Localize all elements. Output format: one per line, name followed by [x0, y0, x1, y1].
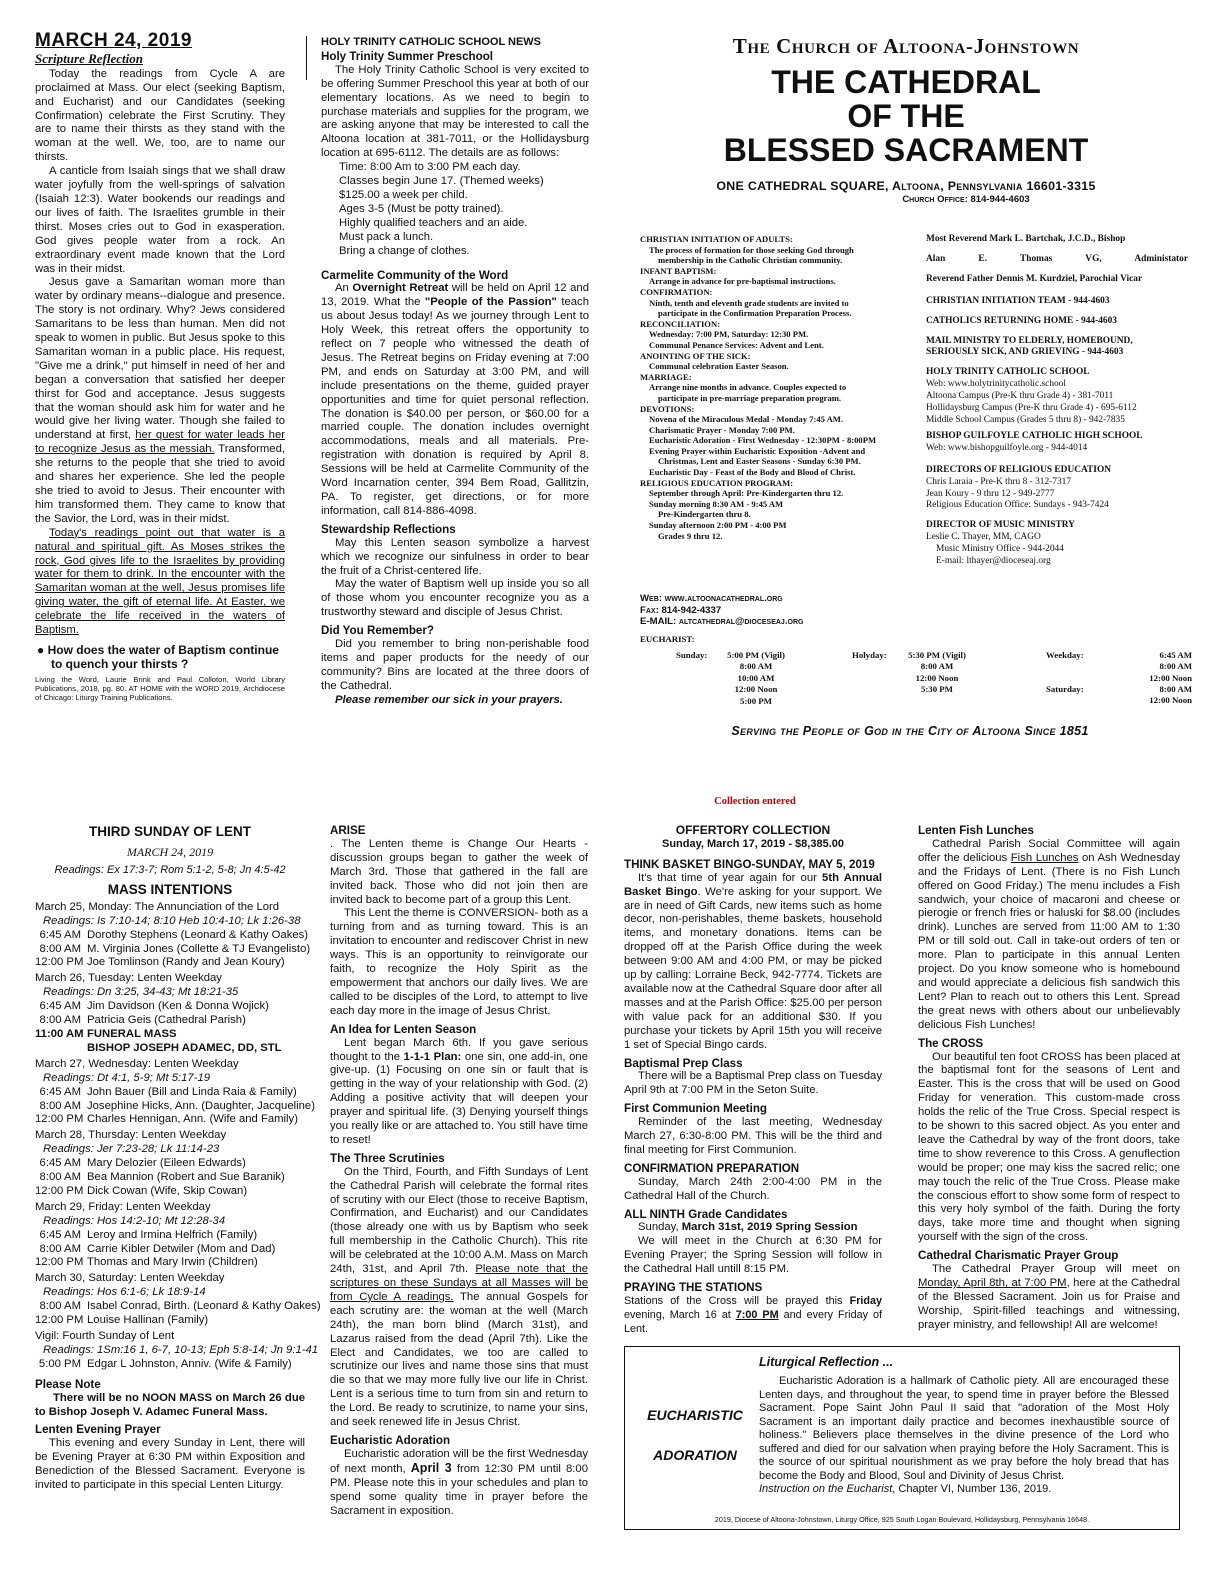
staff-directory-line: Altoona Campus (Pre-K thru Grade 4) - 381-7011: [926, 391, 1114, 402]
eucharist-label: EUCHARIST:: [640, 634, 695, 644]
sacrament-info-line: Eucharistic Day - Feast of the Body and Blood of Christ.: [649, 467, 856, 478]
sacrament-info-line: Pre-Kindergarten thru 8.: [658, 509, 751, 520]
sacrament-info-line: The process of formation for those seeking God through: [649, 244, 854, 255]
sacrament-info-line: Wednesday: 7:00 PM, Saturday: 12:30 PM.: [649, 329, 809, 340]
sunday-times: 5:00 PM (Vigil) 8:00 AM 10:00 AM 12:00 Noon 5:00 PM: [727, 650, 785, 706]
sunday-readings: Readings: Ex 17:3-7; Rom 5:1-2, 5-8; Jn 4:5-42: [54, 863, 286, 876]
detail-item: Time: 8:00 Am to 3:00 PM each day.: [339, 161, 521, 174]
baptismal-prep-heading: Baptismal Prep Class: [624, 1056, 743, 1070]
evening-prayer-heading: Lenten Evening Prayer: [35, 1423, 161, 1437]
intention-readings: Readings: Jer 7:23-28; Lk 11:14-23: [43, 1143, 220, 1156]
intention-row: 8:00 AM Patricia Geis (Cathedral Parish): [39, 1014, 246, 1027]
lenten-idea-heading: An Idea for Lenten Season: [330, 1022, 477, 1036]
staff-directory-line: Chris Laraia - Pre-K thru 8 - 312-7317: [926, 476, 1072, 487]
offertory-column: [624, 824, 882, 1337]
reflection-paragraph: Jesus gave a Samaritan woman more than water by ordinary means--dialogue and presence. The story is not ordinary. Why? Jews considered Samaritans to be less than human. Men did not speak to women in public. But Jesus spoke to this Samaritan woman in a public place. His request, "Give me a drink," put himself in need of her and began a conversation that satisfied her deeper thirst for God and acceptance. Jesus suggests that the woman should ask him for water and he would give her living water. Though she failed to understand at first, her quest for water leads her to recognize Jesus as the messiah. Transformed, she returns to the people that she tried to avoid and shares her experience. She led the people she tried to avoid to Jesus. Their encounter with him transformed them. They came to know that the Savior, the Lord, was in their midst.: [35, 276, 285, 525]
funeral-mass-name: BISHOP JOSEPH ADAMEC, DD, STL: [87, 1041, 282, 1054]
intention-readings: Readings: Dn 3:25, 34-43; Mt 18:21-35: [43, 986, 239, 999]
staff-directory: [926, 234, 1188, 568]
mass-intentions-title: MASS INTENTIONS: [107, 881, 233, 897]
sacrament-info-line: Ninth, tenth and eleventh grade students are invited to: [649, 297, 849, 308]
intention-row: 12:00 PM Thomas and Mary Irwin (Children): [35, 1256, 258, 1269]
staff-directory-line: SERIOUSLY SICK, AND GRIEVING - 944-4603: [926, 347, 1124, 358]
staff-directory-line: Reverend Father Dennis M. Kurdziel, Parochial Vicar: [926, 273, 1143, 284]
liturgical-reflection-title: Liturgical Reflection ...: [759, 1355, 894, 1369]
staff-directory-line: Web: www.holytrinitycatholic.school: [926, 379, 1067, 390]
cathedral-name-line2: OF THE: [847, 98, 965, 134]
staff-directory-line: Music Ministry Office - 944-2044: [936, 544, 1064, 555]
eucharistic-label: EUCHARISTIC: [647, 1407, 743, 1423]
intention-day-heading: March 26, Tuesday: Lenten Weekday: [35, 972, 222, 985]
bingo-heading: THINK BASKET BINGO-SUNDAY, MAY 5, 2019: [624, 857, 875, 871]
staff-directory-line: DIRECTORS OF RELIGIOUS EDUCATION: [926, 464, 1112, 475]
reflection-question: ● How does the water of Baptism continue to quench your thirsts ?: [37, 642, 279, 671]
ninth-grade-heading: ALL NINTH Grade Candidates: [624, 1207, 788, 1221]
weekday-label: Weekday:: [1046, 650, 1084, 660]
intention-row: 8:00 AM M. Virginia Jones (Collette & TJ Evangelisto): [39, 942, 311, 955]
sacrament-info-line: RELIGIOUS EDUCATION PROGRAM:: [640, 477, 794, 488]
confirmation-paragraph: Sunday, March 24th 2:00-4:00 PM in the Cathedral Hall of the Church.: [624, 1175, 882, 1202]
sacrament-info-line: Arrange in advance for pre-baptismal instructions.: [649, 276, 836, 287]
sacrament-info-line: Christmas, Lent and Easter Seasons - Sunday 6:30 PM.: [658, 456, 861, 467]
intention-row: 6:45 AM Jim Davidson (Ken & Donna Wojick): [39, 1000, 269, 1013]
saturday-times: 8:00 AM 12:00 Noon: [1149, 684, 1192, 706]
cathedral-name-line1: THE CATHEDRAL: [771, 64, 1041, 100]
liturgical-reflection-footer: 2019, Diocese of Altoona-Johnstown, Liturgy Office, 925 South Logan Boulevard, Hollidaysburg, Pennsylvania 16648.: [714, 1515, 1090, 1524]
scripture-reflection-column: [35, 30, 285, 702]
arise-paragraph: . The Lenten theme is Change Our Hearts - discussion groups began to gather the week of March 3rd. Those that gathered in the fall are invited back. Those who did not join then are invited back to become part of a group this Lent.: [330, 837, 588, 906]
intention-row: 5:00 PM Edgar L Johnston, Anniv. (Wife & Family): [38, 1357, 292, 1370]
first-communion-paragraph: Reminder of the last meeting, Wednesday March 27, 6:30-8:00 PM. This will be the third and final meeting for First Communion.: [624, 1116, 882, 1156]
detail-item: Classes begin June 17. (Themed weeks): [339, 175, 544, 188]
intention-day-heading: March 30, Saturday: Lenten Weekday: [35, 1272, 225, 1285]
lenten-idea-paragraph: Lent began March 6th. If you gave serious thought to the 1-1-1 Plan: one sin, one add-in, one give-up. (1) Focusing on one sin or fault that is getting in the way of your relationship with God. (2) Adding a positive activity that will deepen your prayer and spiritual life. (3) Denying yourself things you really like or are attached to. You still have time to reset!: [330, 1036, 588, 1146]
staff-directory-line: Most Reverend Mark L. Bartchak, J.C.D., Bishop: [926, 234, 1126, 244]
staff-directory-line: CHRISTIAN INITIATION TEAM - 944-4603: [926, 295, 1110, 306]
address: ONE CATHEDRAL SQUARE, Altoona, Pennsylvania 16601-3315: [716, 179, 1096, 193]
scrutinies-heading: The Three Scrutinies: [330, 1151, 445, 1165]
sacrament-info-line: RECONCILIATION:: [640, 318, 721, 329]
cathedral-name-line3: BLESSED SACRAMENT: [723, 132, 1089, 168]
intention-readings: Readings: Hos 6:1-6; Lk 18:9-14: [43, 1286, 206, 1299]
sacrament-info-line: MARRIAGE:: [640, 371, 692, 382]
intention-readings: Readings: 1Sm:16 1, 6-7, 10-13; Eph 5:8-14; Jn 9:1-41: [43, 1343, 319, 1356]
intention-row: 6:45 AM Leroy and Irmina Helfrich (Family): [39, 1228, 258, 1241]
staff-directory-line: Religious Education Office: Sundays - 943-7424: [926, 500, 1109, 511]
reflection-paragraph: A canticle from Isaiah sings that we shall draw water joyfully from the well-springs of salvation (Isaiah 12:3). Water bookends our readings and our lives of faith. The Israelites grumble in their thirst. Moses cries out to God in exasperation. God gives people water from a rock. An extraordinary event made known that the Lord was in their midst.: [35, 165, 285, 275]
sacrament-info-line: membership in the Catholic Christian community.: [658, 255, 843, 266]
sacrament-info-line: Communal Penance Services: Advent and Lent.: [649, 339, 824, 350]
stations-paragraph: Stations of the Cross will be prayed this Friday evening, March 16 at 7:00 PM and every Friday of Lent.: [624, 1295, 882, 1335]
adoration-label: ADORATION: [653, 1447, 737, 1463]
intention-readings: Readings: Dt 4:1, 5-9; Mt 5:17-19: [43, 1071, 211, 1084]
arise-paragraph: This Lent the theme is CONVERSION- both as a turning from and as turning toward. This is an invitation to encounter and rediscover Christ in new ways. This is an opportunity to reinvigorate our faith, to recognize the Holy Spirit as the empowerment that anchors our daily lives. We are called to be disciples of the Lord, to attempt to live each day more in the image of Jesus Christ.: [330, 907, 588, 1017]
holyday-times: 5:30 PM (Vigil) 8:00 AM 12:00 Noon 5:30 PM: [908, 650, 966, 695]
intention-day-heading: March 27, Wednesday: Lenten Weekday: [35, 1057, 239, 1070]
sacrament-info-line: September through April: Pre-Kindergarten thru 12.: [649, 488, 844, 499]
offertory-amount: Sunday, March 17, 2019 - $8,385.00: [661, 837, 844, 850]
detail-item: Must pack a lunch.: [339, 230, 434, 243]
cross-paragraph: Our beautiful ten foot CROSS has been placed at the baptismal font for the seasons of Lent and Easter. This is the cross that will be used on Good Friday for veneration. This custom-made cross holds the relic of the True Cross. Special respect is to be shown to this sacred object. As you enter and leave the Cathedral by way of the front doors, take time to show reverence to this Cross. A genuflection would be proper; one may kiss the sacred relic; one may touch the relic of the True Cross. Please make the conscious effort to show some form of respect to this very holy symbol of the faith. During the forty days, take more time and thought when signing yourself with the sign of the cross.: [918, 1050, 1180, 1244]
scrutinies-paragraph: On the Third, Fourth, and Fifth Sundays of Lent the Cathedral Parish will celebrate the formal rites of scrutiny with our Elect (those to receive Baptism, Confirmation, and Eucharist) and our Candidates (those already one with us by Baptism who seek full membership in the Catholic Church). This rite will be celebrated at the 10:00 A.M. Mass on March 24th, 31st, and April 7th. Please note that the scriptures on these Sundays at all Masses will be from Cycle A readings. The annual Gospels for each scrutiny are: the woman at the well (March 24th), the man born blind (March 31st), and Lazarus raised from the dead (April 7th). Like the Elect and Candidates, we too are called to scrutinize our lives and name those sins that must die so that we may more fully live our life in Christ. Lent is a serious time to turn from sin and return to the Lord. Be ready to scrutinize, to name your sins, and seek renewed life in Jesus Christ.: [330, 1165, 588, 1429]
adoration-paragraph: Eucharistic adoration will be the first Wednesday of next month, April 3 from 12:30 PM until 8:00 PM. Please note this in your schedules and plan to spend some quality time in prayer before the Sacrament in exposition.: [330, 1447, 588, 1517]
column-divider: [306, 36, 307, 80]
church-office: Church Office: 814-944-4603: [902, 194, 1030, 205]
detail-item: Ages 3-5 (Must be potty trained).: [339, 202, 504, 215]
intention-row: 12:00 PM Charles Hennigan, Ann. (Wife and Family): [35, 1113, 298, 1126]
detail-item: $125.00 a week per child.: [339, 188, 468, 201]
staff-directory-line: Leslie C. Thayer, MM, CAGO: [926, 532, 1041, 543]
sunday-label: Sunday:: [676, 650, 708, 660]
detail-item: Highly qualified teachers and an aide.: [339, 216, 528, 229]
website-link[interactable]: Web: www.altoonacathedral.org: [640, 593, 783, 604]
ninth-grade-paragraph: Sunday, March 31st, 2019 Spring Session: [638, 1221, 858, 1234]
funeral-mass-row: 11:00 AM FUNERAL MASS: [35, 1027, 177, 1040]
intention-row: 12:00 PM Louise Hallinan (Family): [35, 1314, 209, 1327]
intention-day-heading: March 29, Friday: Lenten Weekday: [35, 1200, 211, 1213]
preschool-details: [321, 161, 589, 258]
sacrament-info-line: DEVOTIONS:: [640, 403, 695, 414]
eucharist-schedule: [640, 634, 1192, 714]
evening-prayer-text: This evening and every Sunday in Lent, there will be Evening Prayer at 6:30 PM within Exposition and Benediction of the Blessed Sacrament. Everyone is invited to participate in this special Lenten Liturgy.: [35, 1437, 305, 1492]
confirmation-heading: CONFIRMATION PREPARATION: [624, 1161, 800, 1175]
fish-lunch-heading: Lenten Fish Lunches: [918, 824, 1034, 837]
intention-day-heading: March 25, Monday: The Annunciation of the Lord: [35, 900, 280, 913]
offertory-heading: OFFERTORY COLLECTION: [675, 823, 831, 837]
sacrament-info-line: INFANT BAPTISM:: [640, 265, 717, 276]
please-note-heading: Please Note: [35, 1377, 101, 1391]
web-contacts: [640, 593, 920, 628]
liturgical-reflection-text: Eucharistic Adoration is a hallmark of Catholic piety. All are encouraged these Lenten days, and throughout the year, to spend time in prayer before the Blessed Sacrament. Pope Saint John Paul II said that "adoration of the Most Holy Sacrament is an important daily practice and becomes inexhaustible source of holiness." Believers place themselves in the divine presence of the Lord who suffered and died for our salvation when praying before the Holy Sacrament. This is the source of our spiritual nourishment as we pray before the holy bread that has become the Body and Blood, Soul and Divinity of Jesus Christ. Instruction on the Eucharist, Chapter VI, Number 136, 2019.: [759, 1375, 1169, 1495]
prayer-group-paragraph: The Cathedral Prayer Group will meet on Monday, April 8th, at 7:00 PM, here at the Cathedral of the Blessed Sacrament. Join us for Praise and Worship, Spirit-filled teachings and witnessing, prayer ministry, and fellowship! All are welcome!: [918, 1263, 1180, 1331]
reflection-citation: Living the Word, Laurie Brink and Paul Colloton, World Library Publications, 2018, pg. 80. AT HOME with the WORD 2019, Archdiocese of Chicago: Liturgy Training Publications.: [35, 674, 285, 702]
intention-readings: Readings: Is 7:10-14; 8:10 Heb 10:4-10; Lk 1:26-38: [43, 914, 301, 927]
staff-directory-line: Jean Koury - 9 thru 12 - 949-2777: [926, 488, 1055, 499]
baptismal-prep-paragraph: There will be a Baptismal Prep class on Tuesday April 9th at 7:00 PM in the Seton Suite.: [624, 1070, 882, 1097]
intentions-list: [35, 900, 321, 1372]
sacrament-info-line: CHRISTIAN INITIATION OF ADULTS:: [640, 234, 793, 244]
sacrament-info-line: Eucharistic Adoration - First Wednesday - 12:30PM - 8:00PM: [649, 435, 877, 446]
intention-row: 12:00 PM Dick Cowan (Wife, Skip Cowan): [35, 1184, 248, 1197]
sacrament-info-line: Novena of the Miraculous Medal - Monday 7:45 AM.: [649, 414, 844, 425]
intention-day-heading: March 28, Thursday: Lenten Weekday: [35, 1129, 227, 1142]
bingo-paragraph: It's that time of year again for our 5th Annual Basket Bingo. We're asking for your support. We are in need of Gift Cards, new items such as home decor, non-perishables, theme baskets, household items, and monetary donations. Items can be dropped off at the Parish Office during the week between 9:00 AM and 4:00 PM, or may be picked up by calling: Lorraine Beck, 942-7774. Tickets are available now at the Cathedral Square door after all masses and at the Parish Office: $25.00 per person with value pack for an additional $30. If you purchase your tickets by April 15th you will receive 1 set of Special Bingo cards.: [624, 871, 882, 1051]
sacraments-info: [640, 234, 920, 541]
intention-row: 12:00 PM Joe Tomlinson (Randy and Jean Koury): [35, 956, 285, 969]
saturday-label: Saturday:: [1046, 684, 1084, 694]
holyday-label: Holyday:: [852, 650, 887, 660]
diocese-name: The Church of Altoona-Johnstown: [732, 34, 1080, 58]
reflection-paragraph: Today the readings from Cycle A are proclaimed at Mass. Our elect (seeking Baptism, and Eucharist) and our Candidates (seeking Confirmation) celebrate the First Scrutiny. They are to name their thirsts as they stand with the woman at the well. We, too, are to name our thirsts.: [35, 67, 285, 164]
stewardship-paragraph: May the water of Baptism well up inside you so all of those whom you encounter recognize you as a trustworthy steward and disciple of Jesus Christ.: [321, 578, 589, 619]
sacrament-info-line: participate in the Confirmation Preparation Process.: [658, 308, 852, 319]
cross-heading: The CROSS: [918, 1036, 984, 1050]
intention-row: 8:00 AM Josephine Hicks, Ann. (Daughter, Jacqueline): [39, 1099, 315, 1112]
school-news-column: [321, 36, 589, 708]
reflection-paragraph: Today's readings point out that water is a natural and spiritual gift. As Moses strikes the rock, God gives life to the Israelites by providing water for them to drink. In the encounter with the Samaritan woman at the well, Jesus promises life giving water, the gift of eternal life. At Easter, we celebrate the life received in the waters of Baptism.: [35, 526, 285, 637]
intention-readings: Readings: Hos 14:2-10; Mt 12:28-34: [43, 1214, 226, 1227]
fish-lunches-column: [918, 824, 1180, 1333]
arise-column: [330, 824, 588, 1518]
sunday-date: MARCH 24, 2019: [126, 845, 214, 859]
email-link[interactable]: E-MAIL: altcathedral@dioceseaj.org: [640, 616, 804, 627]
fax-number: Fax: 814-942-4337: [640, 604, 722, 616]
remember-paragraph: Did you remember to bring non-perishable food items and paper products for the needy of our community? Bins are located at the three doors of the Cathedral.: [321, 638, 589, 692]
reflection-title: Scripture Reflection: [35, 50, 143, 66]
first-communion-heading: First Communion Meeting: [624, 1102, 767, 1116]
school-news-title: HOLY TRINITY CATHOLIC SCHOOL NEWS: [321, 36, 542, 48]
staff-directory-line: Alan E. Thomas VG, Administator: [926, 253, 1188, 264]
staff-directory-line: E-mail: lthayer@dioceseaj.org: [936, 556, 1051, 567]
intention-row: 8:00 AM Bea Mannion (Robert and Sue Baranik): [39, 1171, 285, 1184]
liturgical-reflection-box: [624, 1346, 1180, 1530]
staff-directory-line: Web: www.bishopguilfoyle.org - 944-4014: [926, 442, 1088, 453]
sacrament-info-line: Evening Prayer within Eucharistic Exposition -Advent and: [649, 445, 866, 456]
prayer-group-heading: Cathedral Charismatic Prayer Group: [918, 1249, 1119, 1263]
sacrament-info-line: Grades 9 thru 12.: [658, 530, 723, 541]
sacrament-info-line: Sunday afternoon 2:00 PM - 4:00 PM: [649, 520, 787, 531]
bulletin-date: MARCH 24, 2019: [35, 30, 192, 51]
intention-row: 6:45 AM John Bauer (Bill and Linda Raia & Family): [39, 1085, 297, 1098]
preschool-paragraph: The Holy Trinity Catholic School is very excited to be offering Summer Preschool this year at both of our elementary locations. As we need to begin to purchase materials and supplies for the program, we are asking anyone that may be interested to call the Altoona location at 381-7011, or the Hollidaysburg location at 695-6112. The details are as follows:: [321, 63, 589, 160]
sick-prayer-note: Please remember our sick in your prayers.: [335, 693, 563, 706]
weekday-times: 6:45 AM 8:00 AM 12:00 Noon: [1149, 650, 1192, 683]
staff-directory-line: Hollidaysburg Campus (Pre-K thru Grade 4) - 695-6112: [926, 403, 1137, 414]
sacrament-info-line: Arrange nine months in advance. Couples expected to: [649, 382, 847, 393]
intention-row: 6:45 AM Mary Delozier (Eileen Edwards): [39, 1157, 246, 1170]
collection-entered-note: Collection entered: [714, 796, 796, 807]
carmelite-heading: Carmelite Community of the Word: [321, 268, 509, 282]
fish-lunch-paragraph: Cathedral Parish Social Committee will again offer the delicious Fish Lunches on Ash Wednesday and the Fridays of Lent. (There is no Fish Lunch offered on Good Friday.) The menu includes a Fish sandwich, your choice of macaroni and cheese or pierogie or french fries or haluski for $8.00 (includes drink). Lunches are served from 11:00 AM to 1:30 PM or till sold out. Call in take-out orders of ten or more. Plan to participate in this annual Lenten project. Do you know someone who is homebound and would appreciate a delicious fish sandwich this Lent? Plan to reach out to others this Lent. Spread the great news with others about our unbelievably delicious Fish Lunches!: [918, 837, 1180, 1031]
stations-heading: PRAYING THE STATIONS: [624, 1281, 763, 1295]
intention-row: 8:00 AM Isabel Conrad, Birth. (Leonard & Kathy Oakes): [39, 1300, 321, 1313]
masthead: [620, 34, 1192, 205]
staff-directory-line: CATHOLICS RETURNING HOME - 944-4603: [926, 315, 1117, 326]
intention-row: 6:45 AM Dorothy Stephens (Leonard & Kathy Oakes): [39, 928, 309, 941]
serving-tagline: Serving the People of God in the City of Altoona Since 1851: [731, 724, 1089, 738]
staff-directory-line: MAIL MINISTRY TO ELDERLY, HOMEBOUND,: [926, 335, 1133, 346]
please-note-text: There will be no NOON MASS on March 26 due to Bishop Joseph V. Adamec Funeral Mass.: [35, 1391, 305, 1418]
sacrament-info-line: ANOINTING OF THE SICK:: [640, 350, 751, 361]
intention-row: 8:00 AM Carrie Kibler Detwiler (Mom and Dad): [39, 1242, 276, 1255]
staff-directory-line: Middle School Campus (Grades 5 thru 8) - 942-7835: [926, 414, 1125, 425]
ninth-grade-paragraph: We will meet in the Church at 6:30 PM for Evening Prayer; the Spring Session will follow in the Cathedral Hall untill 8:15 PM.: [624, 1235, 882, 1276]
carmelite-paragraph: An Overnight Retreat will be held on April 12 and 13, 2019. What the "People of the Passion" teach us about Jesus today! As we journey through Lent to Holy Week, this retreat offers the opportunity to reflect on 7 people who witnessed the death of Jesus. The Retreat begins on Friday evening at 7:00 PM, and ends on Saturday at 3:00 PM, and will include presentations on the theme, guided prayer opportunities and time for quiet personal reflection. The donation is $40.00 per person, or $60.00 for a married couple. The donation includes overnight accommodations, meals and all materials. Pre-registration with donation is required by April 8. Sessions will be held at Carmelite Community of the Word Incarnation center, 394 Bem Road, Gallitzin, PA. To register, get directions, or for more information, call 814-886-4098.: [321, 282, 589, 517]
detail-item: Bring a change of clothes.: [339, 244, 470, 257]
sunday-title: THIRD SUNDAY OF LENT: [88, 824, 251, 839]
remember-heading: Did You Remember?: [321, 624, 434, 638]
staff-directory-line: BISHOP GUILFOYLE CATHOLIC HIGH SCHOOL: [926, 430, 1143, 441]
staff-directory-line: DIRECTOR OF MUSIC MINISTRY: [926, 520, 1075, 531]
sacrament-info-line: Sunday morning 8:30 AM - 9:45 AM: [649, 498, 784, 509]
stewardship-paragraph: May this Lenten season symbolize a harvest which we recognize our sinfulness in order to bear the fruit of a Christ-centered life.: [321, 536, 589, 577]
stewardship-heading: Stewardship Reflections: [321, 522, 456, 536]
sacrament-info-line: CONFIRMATION:: [640, 286, 713, 297]
sacrament-info-line: Charismatic Prayer - Monday 7:00 PM.: [649, 424, 795, 435]
staff-directory-line: HOLY TRINITY CATHOLIC SCHOOL: [926, 367, 1090, 378]
sacrament-info-line: participate in pre-marriage preparation program.: [658, 392, 842, 403]
intention-day-heading: Vigil: Fourth Sunday of Lent: [35, 1330, 175, 1342]
preschool-heading: Holy Trinity Summer Preschool: [321, 49, 494, 63]
sacrament-info-line: Communal celebration Easter Season.: [649, 361, 789, 372]
mass-intentions-column: [35, 824, 321, 1493]
adoration-heading: Eucharistic Adoration: [330, 1433, 451, 1447]
arise-heading: ARISE: [330, 824, 366, 837]
